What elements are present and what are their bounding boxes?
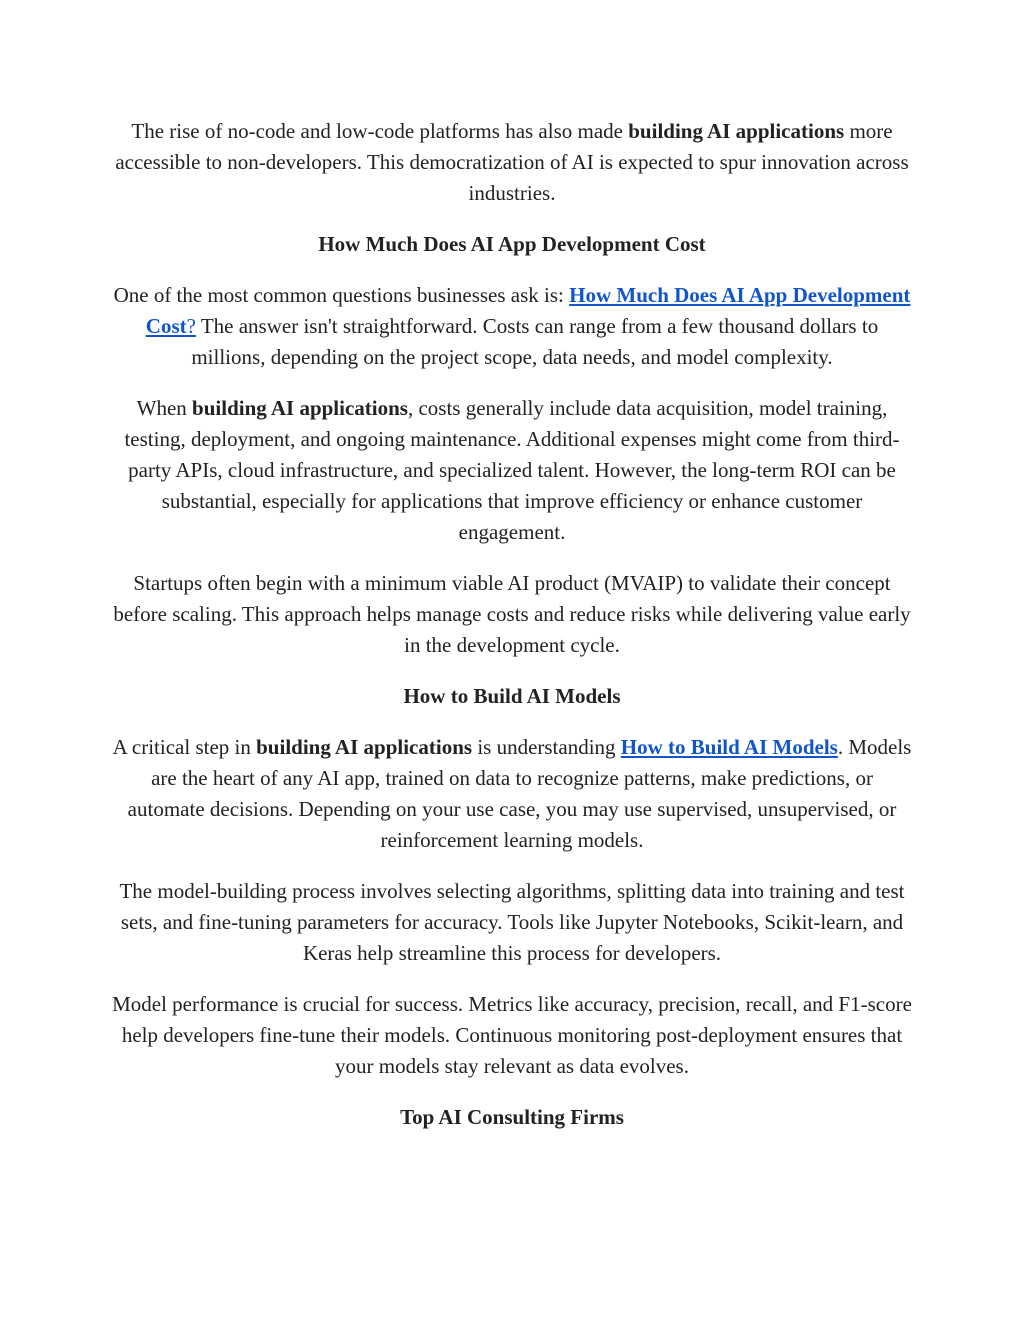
paragraph-text: is understanding — [472, 735, 621, 759]
paragraph-text: A critical step in — [112, 735, 257, 759]
bold-phrase: building AI applications — [628, 119, 845, 143]
paragraph-critical-step — [112, 732, 912, 856]
paragraph-text: The rise of no-code and low-code platforms has also made — [131, 119, 629, 143]
paragraph-model-process: The model-building process involves selecting algorithms, splitting data into training and test sets, and fine-tuning parameters for accuracy. Tools like Jupyter Notebooks, Scikit-learn, and Keras help streamline this process for developers. — [119, 879, 905, 965]
document-page — [112, 116, 912, 1153]
paragraph-text: When — [136, 396, 193, 420]
heading-build-models: How to Build AI Models — [403, 684, 621, 708]
bold-phrase: building AI applications — [256, 735, 473, 759]
link-ai-app-cost[interactable]: How Much Does AI App Development Cost — [145, 283, 911, 338]
paragraph-cost-question — [112, 280, 912, 373]
link-build-ai-models[interactable]: How to Build AI Models — [620, 735, 838, 759]
paragraph-text: One of the most common questions businesses ask is: — [113, 283, 570, 307]
heading-cost: How Much Does AI App Development Cost — [318, 232, 706, 256]
paragraph-model-performance: Model performance is crucial for success. Metrics like accuracy, precision, recall, and F1-score help developers fine-tune their models. Continuous monitoring post-deployment ensures that your models stay relevant as data evolves. — [112, 992, 912, 1078]
paragraph-text: . Models are the heart of any AI app, trained on data to recognize patterns, make predictions, or automate decisions. Depending on your use case, you may use supervised, unsupervised, or reinforcement learning models. — [127, 735, 912, 852]
paragraph-text: more accessible to non-developers. This democratization of AI is expected to spur innovation across industries. — [115, 119, 909, 205]
heading-consulting-firms: Top AI Consulting Firms — [400, 1105, 624, 1129]
paragraph-cost-breakdown — [112, 393, 912, 548]
paragraph-text: The answer isn't straightforward. Costs can range from a few thousand dollars to millions, depending on the project scope, data needs, and model complexity. — [191, 314, 879, 369]
paragraph-text: , costs generally include data acquisition, model training, testing, deployment, and ongoing maintenance. Additional expenses might come from third-party APIs, cloud infrastructure, and specialized talent. However, the long-term ROI can be substantial, especially for applications that improve efficiency or enhance customer engagement. — [124, 396, 900, 544]
link-question-mark[interactable]: ? — [186, 314, 196, 338]
bold-phrase: building AI applications — [192, 396, 408, 420]
paragraph-startups: Startups often begin with a minimum viable AI product (MVAIP) to validate their concept before scaling. This approach helps manage costs and reduce risks while delivering value early in the development cycle. — [113, 571, 911, 657]
paragraph-no-code — [112, 116, 912, 209]
